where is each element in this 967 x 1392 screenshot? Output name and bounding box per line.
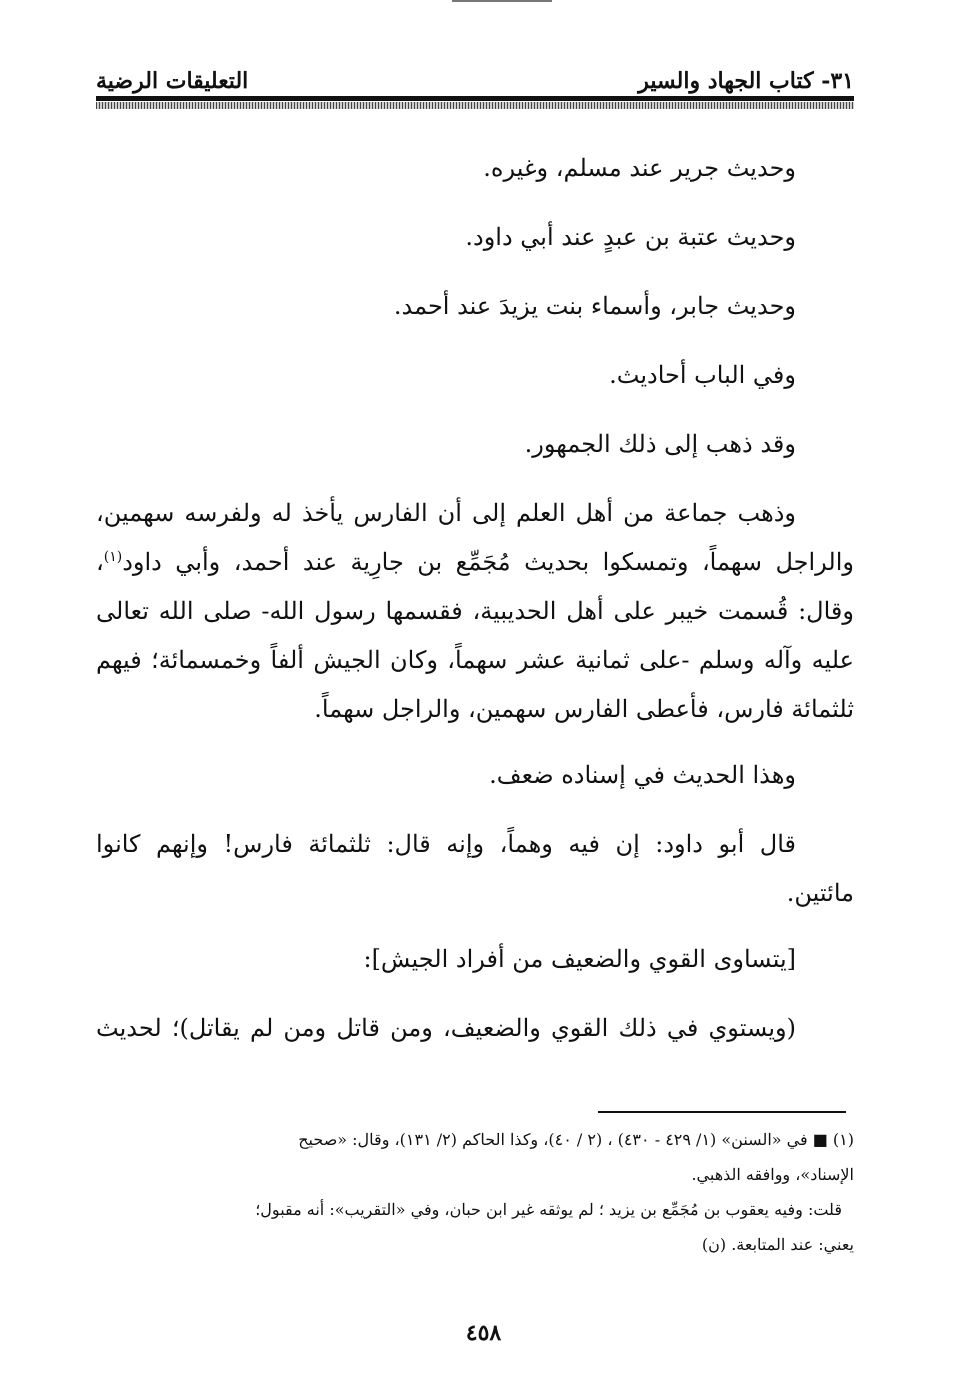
- text-line: ثلثمائة فارس، فأعطى الفارس سهمين، والراجل سهماً.: [314, 695, 854, 723]
- text-segment: والراجل سهماً، وتمسكوا بحديث مُجَمِّع بن جارِية عند أحمد، وأبي داود: [122, 548, 854, 576]
- header-rule: [96, 96, 854, 101]
- footnote-separator: [598, 1111, 846, 1113]
- text-line: مائتين.: [786, 879, 854, 907]
- page-header: [96, 58, 854, 94]
- text-line: عليه وآله وسلم -على ثمانية عشر سهماً، وكان الجيش ألفاً وخمسمائة؛ فيهم: [96, 646, 855, 674]
- book-title: التعليقات الرضية: [96, 68, 249, 94]
- text-segment: ،: [96, 548, 104, 576]
- text-line: وقد ذهب إلى ذلك الجمهور.: [524, 430, 796, 458]
- text-line: وحديث جرير عند مسلم، وغيره.: [483, 154, 796, 182]
- text-line: [96, 544, 854, 580]
- footnote-line: (١) ■ في «السنن» (١/ ٤٢٩ - ٤٣٠) ، (٢ / ٤٠)، وكذا الحاكم (٢/ ١٣١)، وقال: «صحيح: [298, 1130, 854, 1149]
- text-line: وحديث جابر، وأسماء بنت يزيدَ عند أحمد.: [393, 292, 796, 320]
- text-line: وفي الباب أحاديث.: [609, 361, 796, 389]
- header-hatch-rule: [96, 102, 854, 109]
- footnotes: [96, 1126, 854, 1266]
- text-line: وذهب جماعة من أهل العلم إلى أن الفارس يأخذ له ولفرسه سهمين،: [96, 499, 796, 527]
- top-edge-mark: [452, 0, 552, 2]
- page-number: ٤٥٨: [465, 1320, 502, 1346]
- paragraph-equality: [96, 1010, 854, 1046]
- text-line: (ويستوي في ذلك القوي والضعيف، ومن قاتل ومن لم يقاتل)؛ لحديث: [96, 1014, 796, 1042]
- paragraph-horse-share: [96, 495, 854, 727]
- text-line: وقال: قُسمت خيبر على أهل الحديبية، فقسمها رسول الله- صلى الله تعالى: [96, 597, 854, 625]
- footnote-line: الإسناد»، ووافقه الذهبي.: [691, 1165, 854, 1184]
- main-text: [96, 150, 854, 1076]
- text-line: قال أبو داود: إن فيه وهماً، وإنه قال: ثلثمائة فارس! وإنهم كانوا: [96, 830, 796, 858]
- footnote-line: يعني: عند المتابعة. (ن): [701, 1235, 854, 1254]
- footnote-line: قلت: وفيه يعقوب بن مُجَمِّع بن يزيد ؛ لم يوثقه غير ابن حبان، وفي «التقريب»: أنه مقبول؛: [255, 1200, 842, 1219]
- chapter-title: ٣١- كتاب الجهاد والسير: [638, 68, 854, 94]
- paragraph-abu-dawud: [96, 826, 854, 911]
- section-heading: [يتساوى القوي والضعيف من أفراد الجيش]:: [363, 945, 796, 973]
- text-line: وحديث عتبة بن عبدٍ عند أبي داود.: [465, 223, 796, 251]
- footnote-reference[interactable]: (١): [103, 549, 123, 565]
- text-line: وهذا الحديث في إسناده ضعف.: [489, 761, 796, 789]
